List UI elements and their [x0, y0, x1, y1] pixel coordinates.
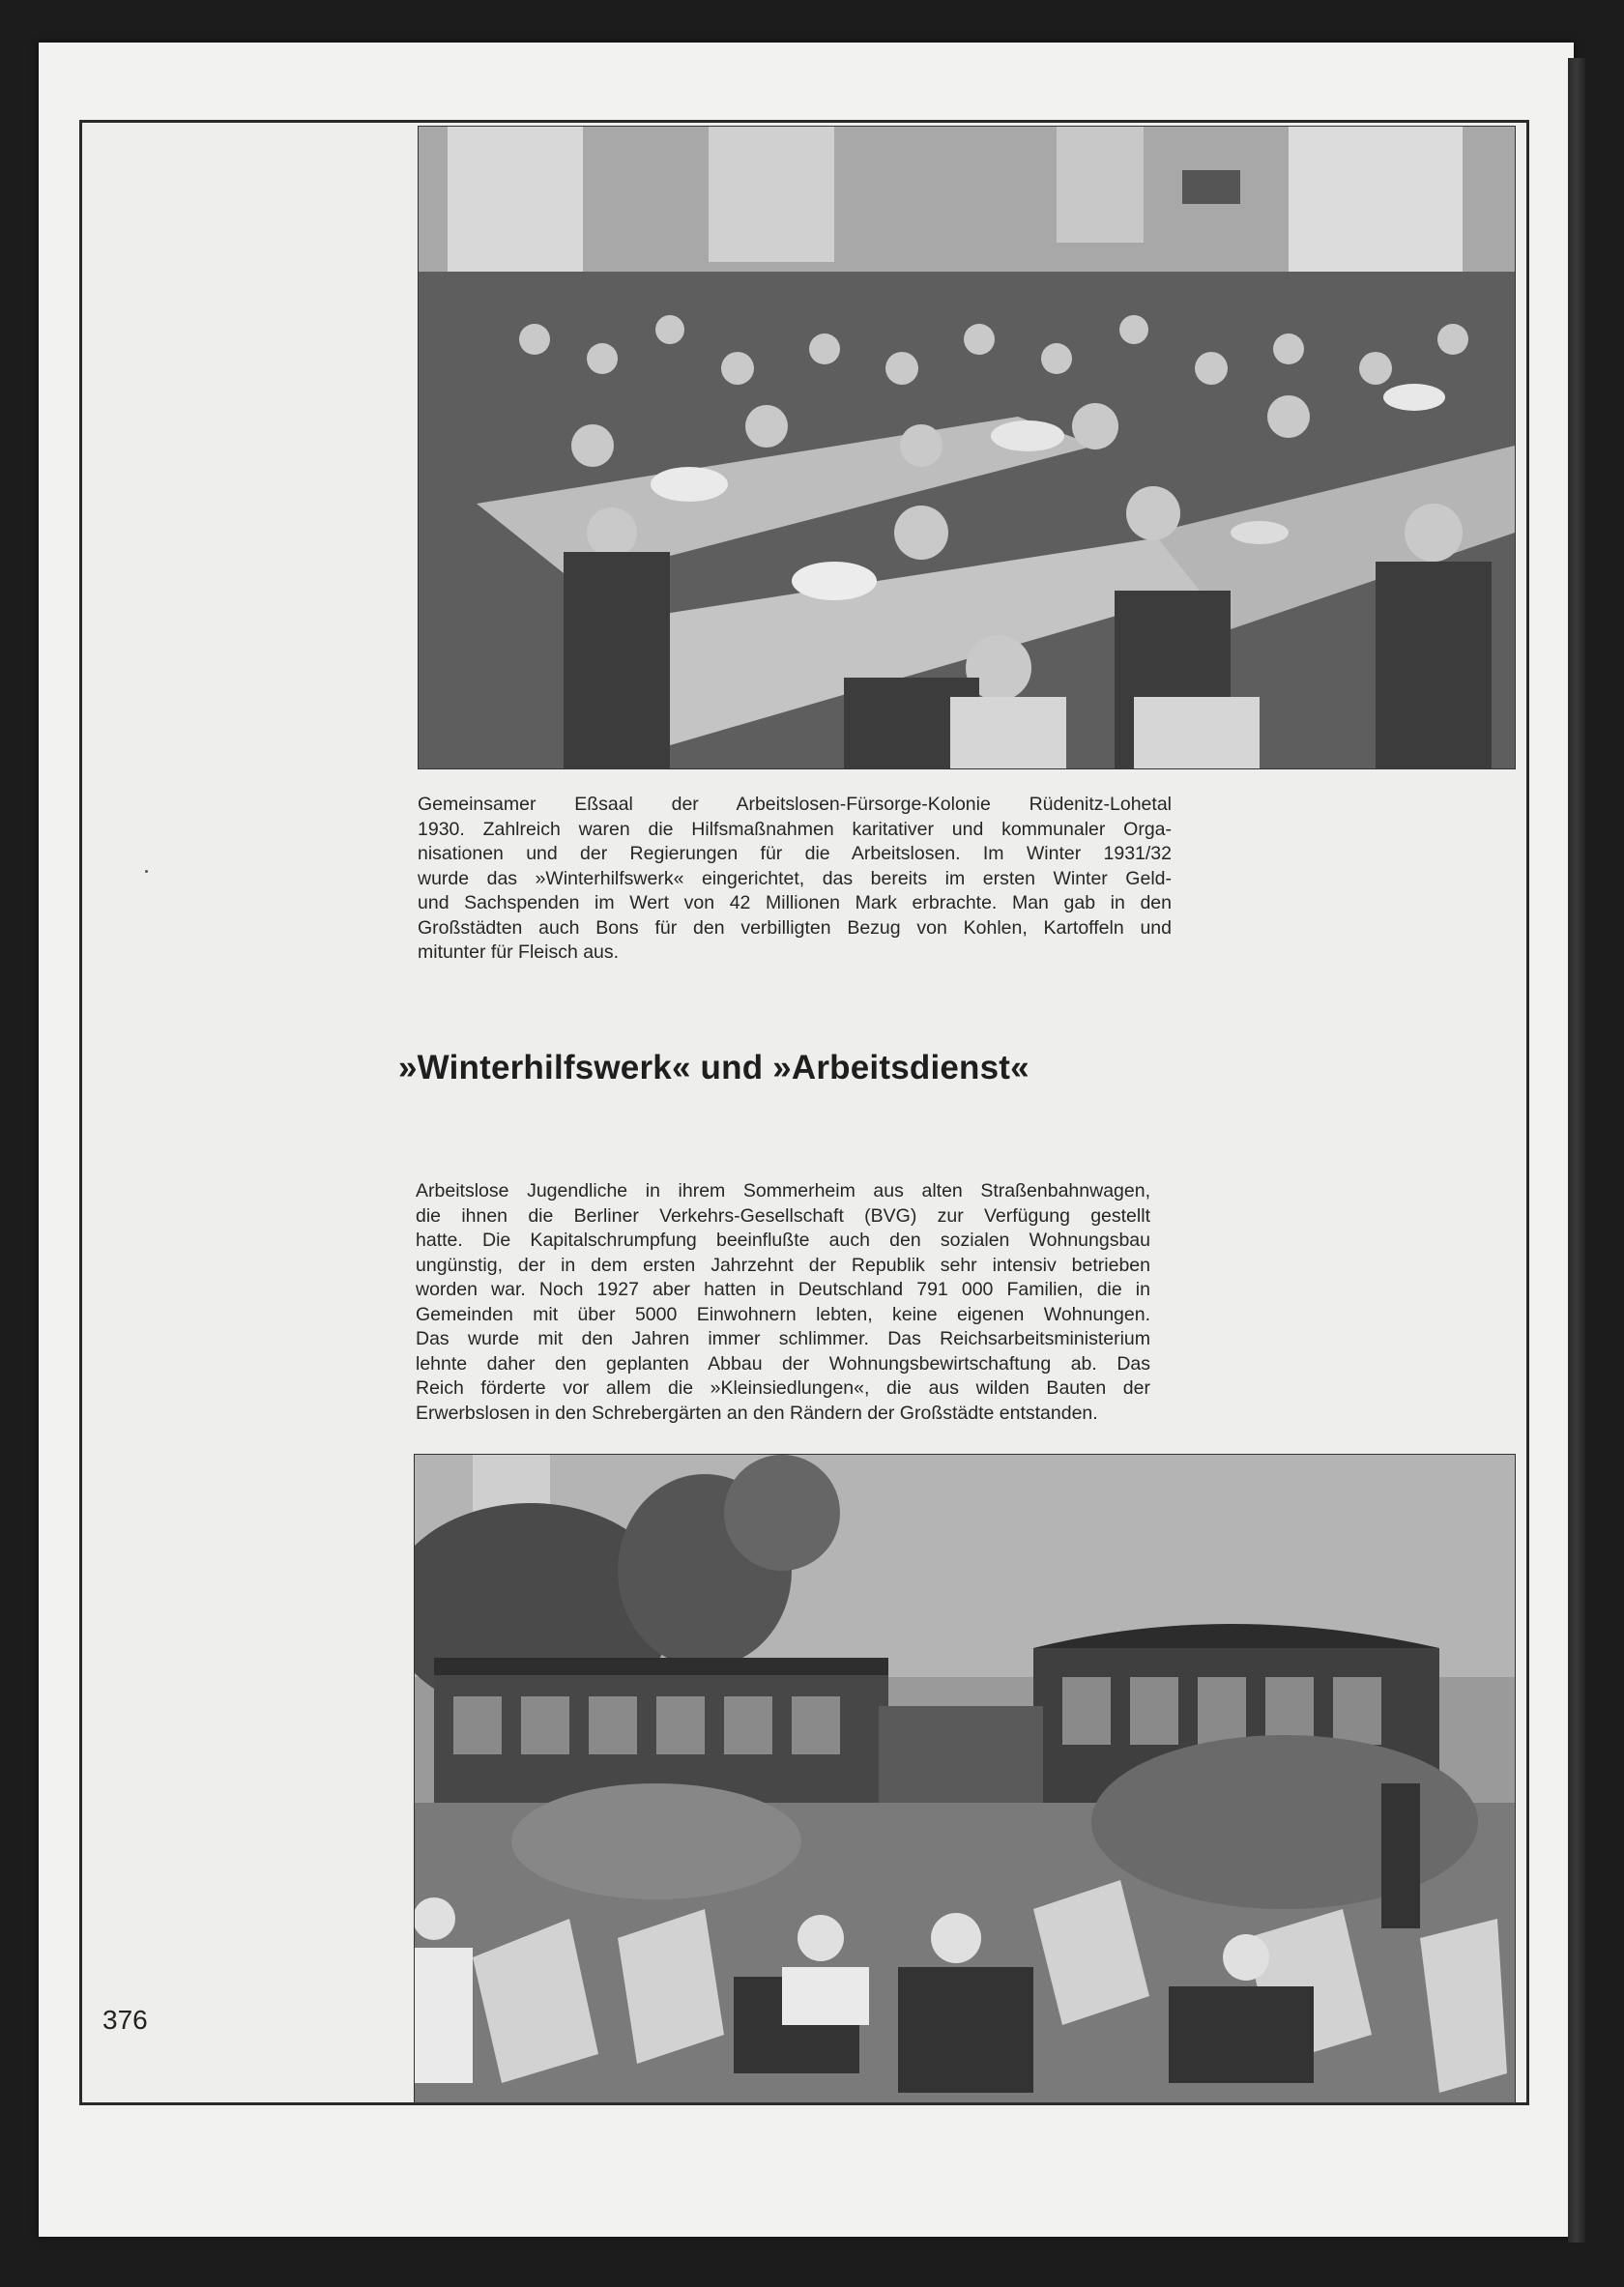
- photo-caption-summer-home: [416, 1179, 1150, 1426]
- caption-line: lehnte daher den geplanten Abbau der Wohnungsbewirtschaftung ab. Das: [416, 1352, 1150, 1375]
- caption-line: und Sachspenden im Wert von 42 Millionen Mark erbrachte. Man gab in den: [418, 892, 1172, 913]
- caption-line: Das wurde mit den Jahren immer schlimmer. Das Reichsarbeitsministerium: [416, 1328, 1150, 1349]
- caption-line: worden war. Noch 1927 aber hatten in Deutschland 791 000 Familien, die in: [416, 1279, 1150, 1300]
- photo-summer-home: [414, 1454, 1516, 2103]
- section-heading: »Winterhilfswerk« und »Arbeitsdienst«: [398, 1049, 1030, 1086]
- caption-line: Erwerbslosen in den Schrebergärten an den Rändern der Großstädte entstanden.: [416, 1402, 1098, 1424]
- caption-line: Gemeinden mit über 5000 Einwohnern lebten, keine eigenen Wohnungen.: [416, 1303, 1150, 1325]
- sheet-edge: [1568, 58, 1585, 2243]
- caption-line: die ihnen die Berliner Verkehrs-Gesellschaft (BVG) zur Verfügung gestellt: [416, 1204, 1150, 1227]
- caption-line: ungünstig, der in dem ersten Jahrzehnt der Republik sehr intensiv betrieben: [416, 1254, 1150, 1276]
- caption-line: Großstädten auch Bons für den verbilligten Bezug von Kohlen, Kartoffeln und: [418, 916, 1172, 939]
- caption-line: wurde das »Winterhilfswerk« eingerichtet, das bereits im ersten Winter Geld-: [418, 867, 1172, 889]
- caption-line: mitunter für Fleisch aus.: [418, 941, 620, 963]
- photo-dining-hall: [418, 126, 1516, 769]
- paper-speck: [145, 870, 148, 873]
- caption-line: Gemeinsamer Eßsaal der Arbeitslosen-Fürsorge-Kolonie Rüdenitz-Lohetal: [418, 794, 1172, 815]
- photo-caption-dining-hall: [418, 793, 1172, 966]
- caption-line: hatte. Die Kapitalschrumpfung beeinflußte auch den sozialen Wohnungsbau: [416, 1230, 1150, 1251]
- caption-line: nisationen und der Regierungen für die Arbeitslosen. Im Winter 1931/32: [418, 843, 1172, 864]
- page-number: 376: [102, 2005, 148, 2035]
- caption-line: 1930. Zahlreich waren die Hilfsmaßnahmen karitativer und kommunaler Orga-: [418, 818, 1172, 840]
- caption-line: Reich förderte vor allem die »Kleinsiedlungen«, die aus wilden Bauten der: [416, 1377, 1150, 1399]
- caption-line: Arbeitslose Jugendliche in ihrem Sommerheim aus alten Straßenbahnwagen,: [416, 1180, 1150, 1201]
